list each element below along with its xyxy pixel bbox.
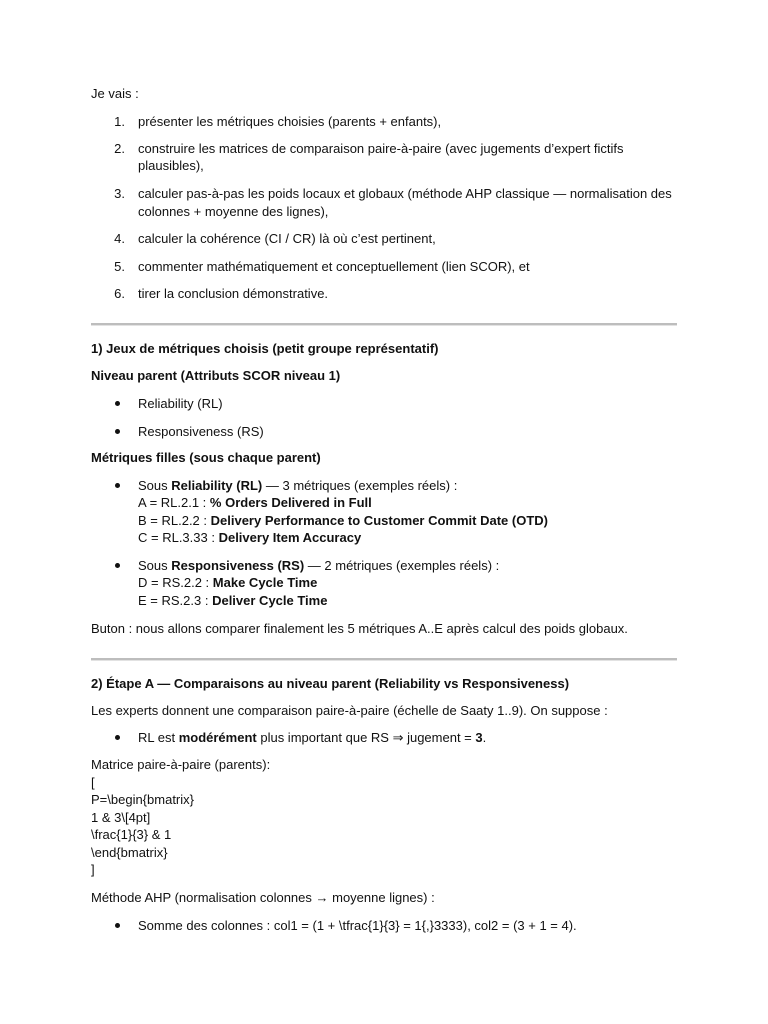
bullet-icon bbox=[114, 395, 122, 403]
step-number: 1. bbox=[114, 114, 125, 129]
section-heading: 2) Étape A — Comparaisons au niveau parent (Reliability vs Responsiveness) bbox=[91, 676, 570, 691]
rl-block-title: Sous Reliability (RL) — 3 métriques (exemples réels) : bbox=[138, 478, 458, 493]
intro-text: Je vais : bbox=[91, 86, 139, 101]
latex-line: ] bbox=[91, 862, 95, 877]
section-divider bbox=[91, 323, 677, 326]
step-text: présenter les métriques choisies (parents + enfants), bbox=[138, 114, 442, 129]
section-divider bbox=[91, 658, 677, 661]
metric-item: D = RS.2.2 : Make Cycle Time bbox=[138, 575, 318, 590]
latex-line: [ bbox=[91, 775, 95, 790]
bullet-icon bbox=[114, 557, 122, 565]
rs-block-title: Sous Responsiveness (RS) — 2 métriques (exemples réels) : bbox=[138, 558, 500, 573]
latex-line: P=\begin{bmatrix} bbox=[91, 792, 194, 807]
step-number: 4. bbox=[114, 231, 125, 246]
step-text: commenter mathématiquement et conceptuellement (lien SCOR), et bbox=[138, 259, 530, 274]
metric-item: E = RS.2.3 : Deliver Cycle Time bbox=[138, 593, 328, 608]
bullet-icon bbox=[114, 477, 122, 485]
subheading-parent: Niveau parent (Attributs SCOR niveau 1) bbox=[91, 368, 341, 383]
judgement-text: RL est modérément plus important que RS ⇒ jugement = 3. bbox=[138, 730, 487, 745]
goal-text: Buton : nous allons comparer finalement les 5 métriques A..E après calcul des poids globaux. bbox=[91, 621, 628, 636]
latex-line: \frac{1}{3} & 1 bbox=[91, 827, 172, 842]
step-text: tirer la conclusion démonstrative. bbox=[138, 286, 329, 301]
step-text: calculer la cohérence (CI / CR) là où c’est pertinent, bbox=[138, 231, 436, 246]
step-number: 6. bbox=[114, 286, 125, 301]
bullet-icon bbox=[114, 729, 122, 737]
matrix-label: Matrice paire-à-paire (parents): bbox=[91, 757, 271, 772]
metric-item: C = RL.3.33 : Delivery Item Accuracy bbox=[138, 530, 362, 545]
section-heading: 1) Jeux de métriques choisis (petit groupe représentatif) bbox=[91, 341, 439, 356]
subheading-children: Métriques filles (sous chaque parent) bbox=[91, 450, 321, 465]
step-text: calculer pas-à-pas les poids locaux et globaux (méthode AHP classique — normalisation des bbox=[138, 186, 672, 201]
step-number: 5. bbox=[114, 259, 125, 274]
parent-item: Reliability (RL) bbox=[138, 396, 223, 411]
metric-item: B = RL.2.2 : Delivery Performance to Customer Commit Date (OTD) bbox=[138, 513, 548, 528]
step-text: plausibles), bbox=[138, 158, 204, 173]
step-number: 3. bbox=[114, 186, 125, 201]
step-text: construire les matrices de comparaison paire-à-paire (avec jugements d’expert fictifs bbox=[138, 141, 624, 156]
bullet-icon bbox=[114, 917, 122, 925]
bullet-icon bbox=[114, 423, 122, 431]
method-text: Méthode AHP (normalisation colonnes → moyenne lignes) : bbox=[91, 890, 435, 905]
section2-intro: Les experts donnent une comparaison paire-à-paire (échelle de Saaty 1..9). On suppose : bbox=[91, 703, 608, 718]
latex-line: 1 & 3\[4pt] bbox=[91, 810, 151, 825]
step-text: colonnes + moyenne des lignes), bbox=[138, 204, 329, 219]
metric-item: A = RL.2.1 : % Orders Delivered in Full bbox=[138, 495, 372, 510]
column-sums-text: Somme des colonnes : col1 = (1 + \tfrac{1}{3} = 1{,}3333), col2 = (3 + 1 = 4). bbox=[138, 918, 577, 933]
parent-item: Responsiveness (RS) bbox=[138, 424, 264, 439]
latex-line: \end{bmatrix} bbox=[91, 845, 168, 860]
step-number: 2. bbox=[114, 141, 125, 156]
